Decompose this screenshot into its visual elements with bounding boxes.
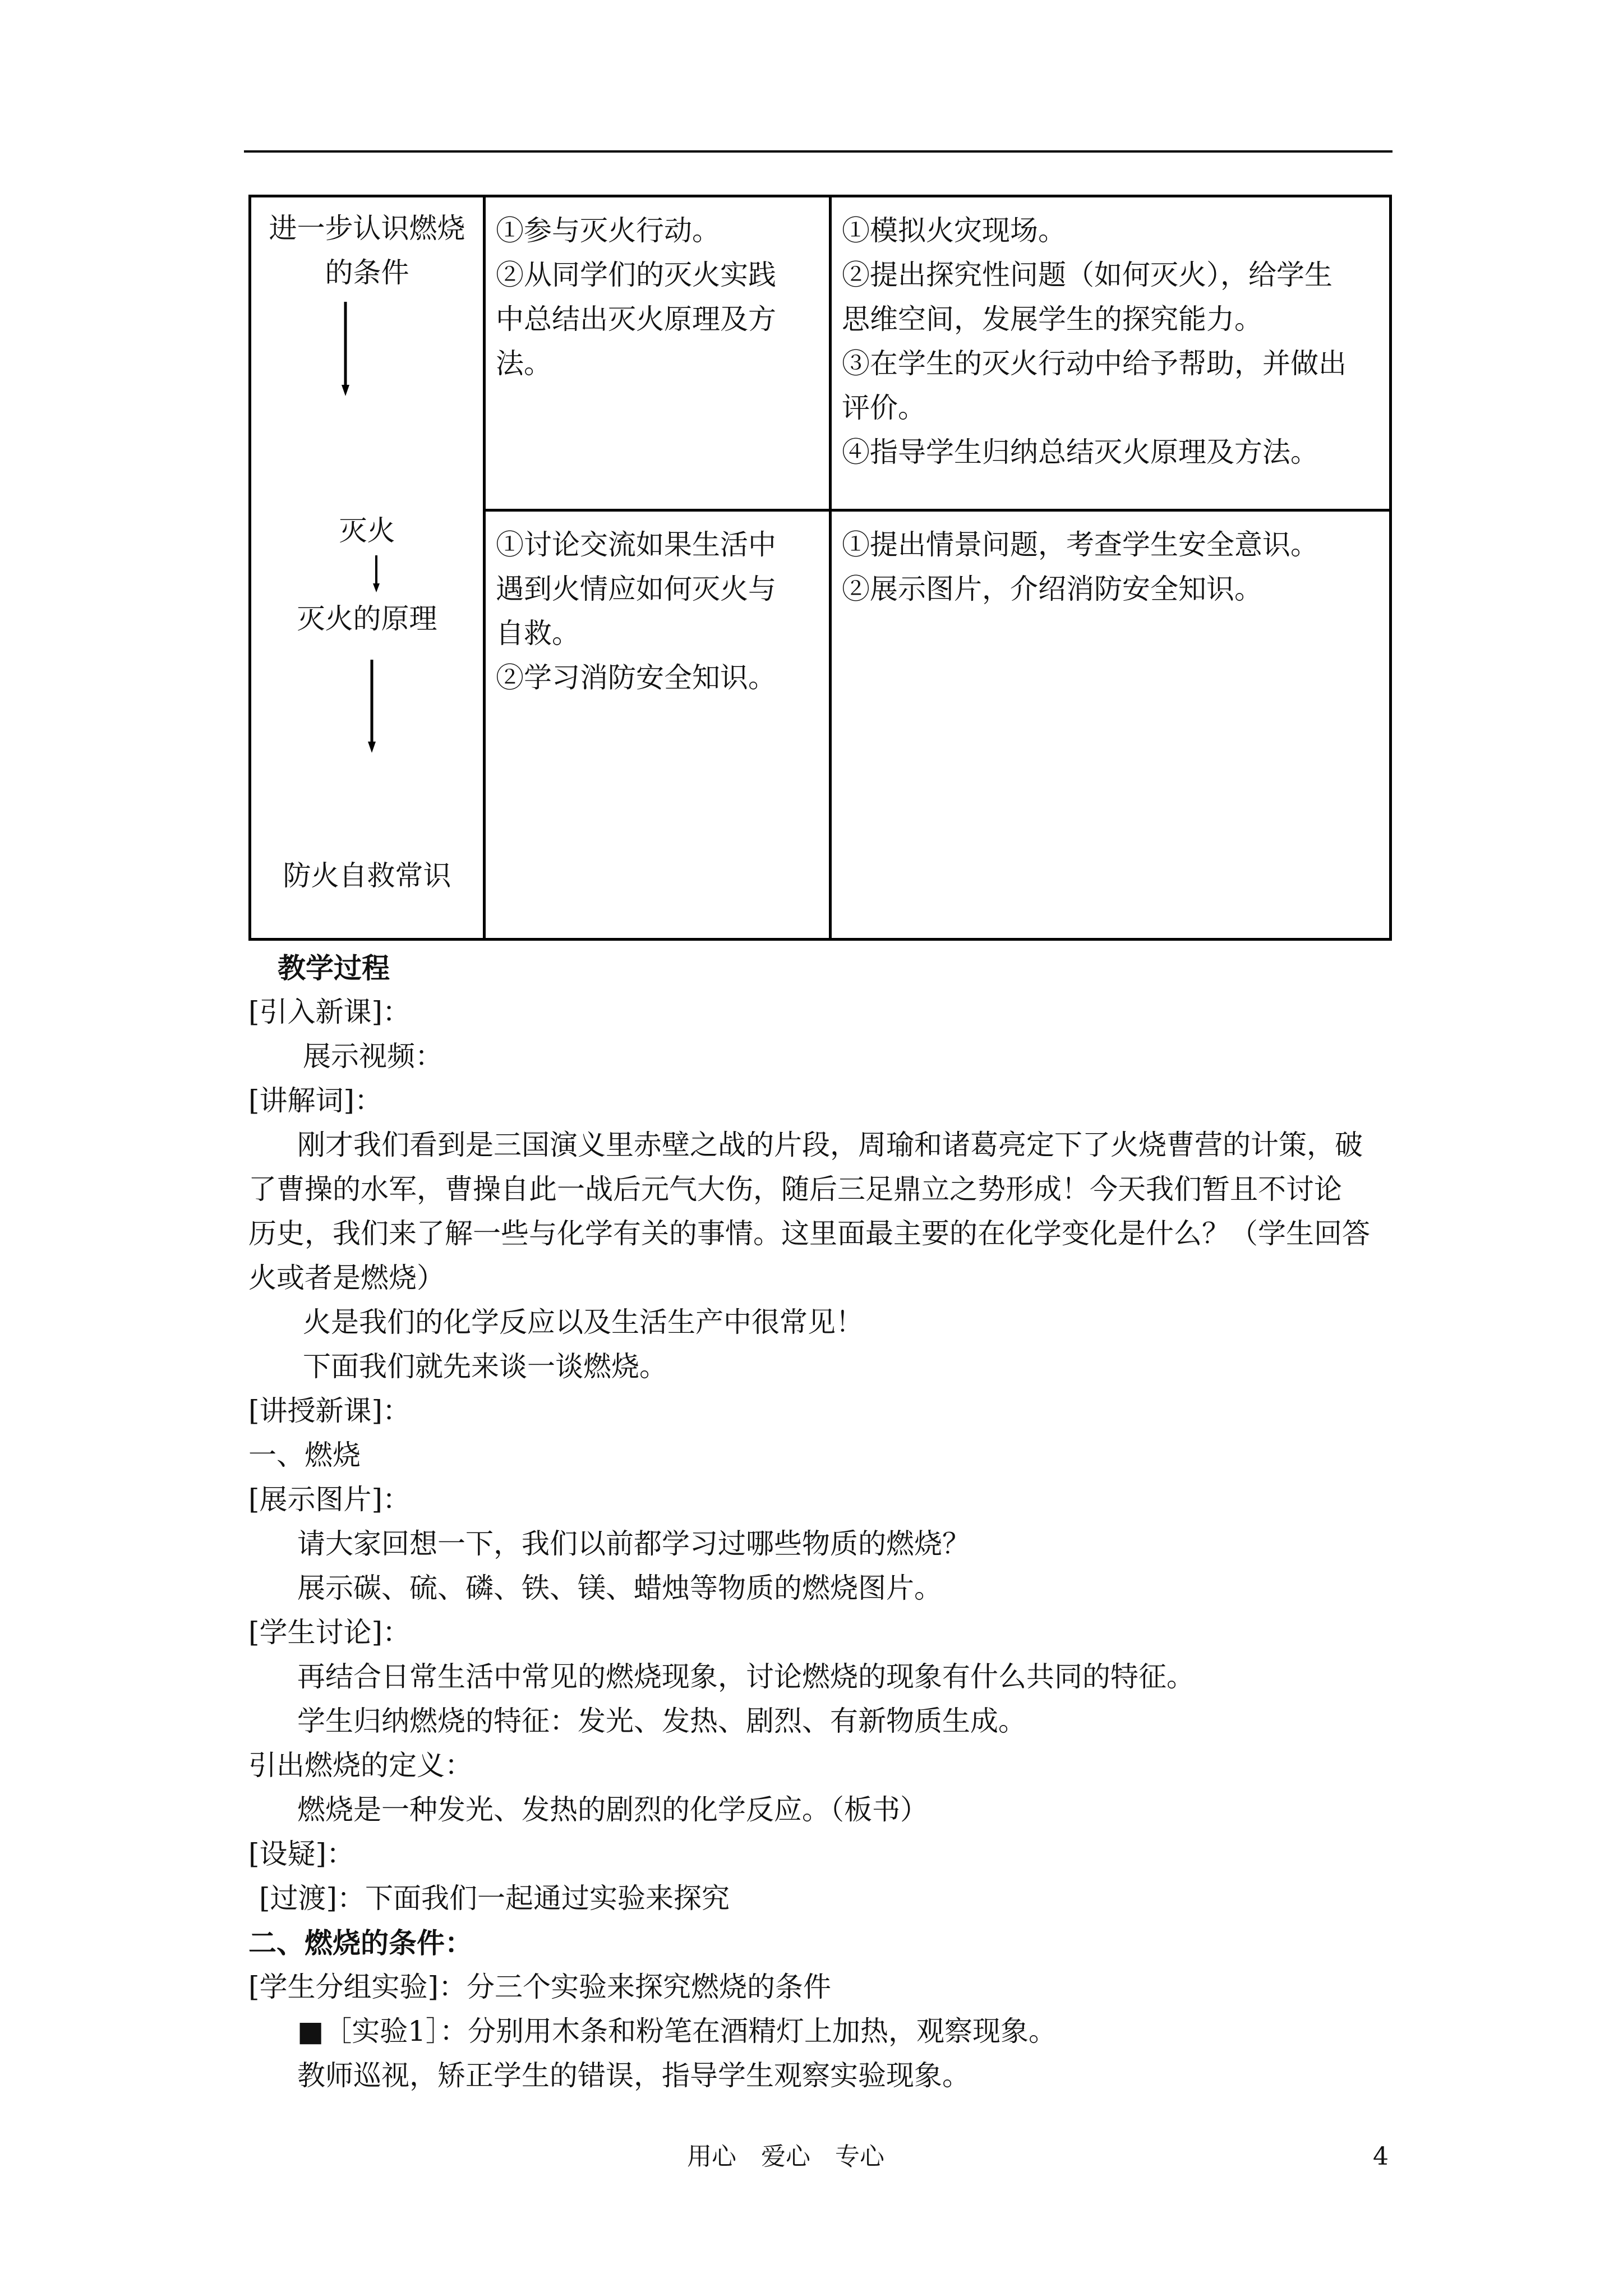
arrow-down-icon (340, 302, 351, 397)
arrow-down-icon (366, 660, 377, 754)
paragraph-line: 历史，我们来了解一些与化学有关的事情。这里面最主要的在化学变化是什么？（学生回答 (248, 1217, 1370, 1250)
flow-step-3: 灭火的原理 (297, 602, 437, 635)
paragraph: 下面我们就先来谈一谈燃烧。 (303, 1350, 667, 1383)
subheading-conditions: 二、燃烧的条件： (248, 1926, 473, 1959)
paragraph: 燃烧是一种发光、发热的剧烈的化学反应。（板书） (297, 1793, 928, 1826)
experiment-1: ■［实验1］：分别用木条和粉笔在酒精灯上加热，观察现象。 (297, 2015, 1057, 2047)
paragraph-line: 刚才我们看到是三国演义里赤壁之战的片段，周瑜和诸葛亮定下了火烧曹营的计策，破 (297, 1129, 1363, 1161)
paragraph: 展示碳、硫、磷、铁、镁、蜡烛等物质的燃烧图片。 (297, 1572, 942, 1604)
label-intro: [引入新课]： (248, 996, 411, 1028)
paragraph: 再结合日常生活中常见的燃烧现象，讨论燃烧的现象有什么共同的特征。 (297, 1660, 1195, 1693)
label-narration: [讲解词]： (248, 1084, 383, 1117)
label-new-lesson: [讲授新课]： (248, 1395, 411, 1427)
flow-step-1: 进一步认识燃烧 的条件 (269, 212, 465, 289)
arrow-down-icon (371, 555, 382, 595)
label-transition: [过渡]：下面我们一起通过实验来探究 (259, 1882, 730, 1915)
page-number: 4 (1373, 2142, 1389, 2171)
paragraph: 请大家回想一下，我们以前都学习过哪些物质的燃烧？ (297, 1527, 970, 1560)
label-student-discussion: [学生讨论]： (248, 1616, 411, 1649)
flow-column (250, 196, 485, 940)
paragraph: 展示视频： (303, 1040, 443, 1073)
section-heading: 教学过程 (278, 951, 390, 984)
row1-teacher-activity: ①模拟火灾现场。 ②提出探究性问题（如何灭火），给学生 思维空间，发展学生的探究能力。 ③在学生的灭火行动中给予帮助，并做出 评价。 ④指导学生归纳总结灭火原理及方法。 (831, 196, 1391, 510)
flow-step-4: 防火自救常识 (283, 859, 451, 892)
row2-student-activity: ①讨论交流如果生活中 遇到火情应如何灭火与 自救。 ②学习消防安全知识。 (485, 510, 831, 940)
header-rule (244, 150, 1393, 153)
lesson-plan-table (248, 195, 1392, 941)
paragraph: 火是我们的化学反应以及生活生产中很常见！ (303, 1306, 864, 1338)
subheading-combustion: 一、燃烧 (248, 1439, 361, 1471)
label-group-experiment: [学生分组实验]：分三个实验来探究燃烧的条件 (248, 1971, 832, 2003)
footer-motto: 用心 爱心 专心 (687, 2142, 884, 2171)
label-show-pictures: [展示图片]： (248, 1483, 411, 1516)
label-question: [设疑]： (248, 1838, 355, 1870)
label-definition: 引出燃烧的定义： (248, 1749, 473, 1782)
paragraph-line: 了曹操的水军，曹操自此一战后元气大伤，随后三足鼎立之势形成！今天我们暂且不讨论 (248, 1173, 1342, 1205)
paragraph: 学生归纳燃烧的特征：发光、发热、剧烈、有新物质生成。 (297, 1705, 1026, 1737)
paragraph-line: 火或者是燃烧） (248, 1262, 445, 1294)
row1-student-activity: ①参与灭火行动。 ②从同学们的灭火实践 中总结出灭火原理及方 法。 (485, 196, 831, 510)
flow-step-2: 灭火 (339, 514, 395, 547)
paragraph: 教师巡视，矫正学生的错误，指导学生观察实验现象。 (297, 2059, 970, 2092)
row2-teacher-activity: ①提出情景问题，考查学生安全意识。 ②展示图片，介绍消防安全知识。 (831, 510, 1391, 940)
